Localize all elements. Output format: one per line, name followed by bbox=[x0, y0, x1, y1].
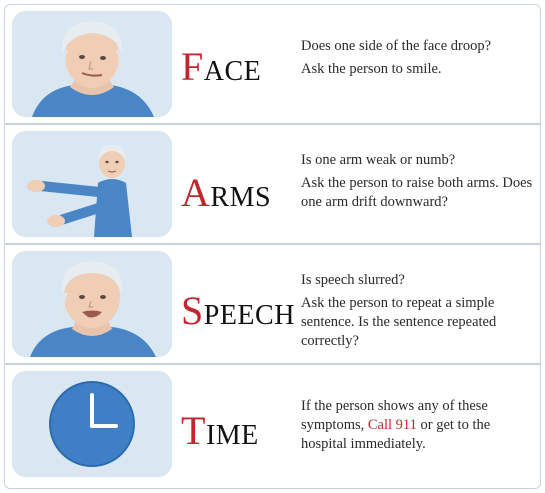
time-heading: TIME bbox=[181, 408, 259, 453]
time-description bbox=[301, 397, 533, 458]
arms-instruction: Ask the person to raise both arms. Does one arm drift downward? bbox=[301, 175, 533, 210]
section-time bbox=[5, 365, 540, 483]
clock-icon bbox=[12, 371, 172, 477]
woman-raising-arms-illustration bbox=[12, 131, 172, 237]
speech-heading: SPEECH bbox=[181, 288, 295, 333]
speech-instruction: Ask the person to repeat a simple sentence. Is the sentence repeated correctly? bbox=[301, 295, 497, 349]
arms-heading: ARMS bbox=[181, 170, 272, 215]
section-arms bbox=[5, 125, 540, 243]
speech-description bbox=[301, 271, 533, 355]
face-instruction: Ask the person to smile. bbox=[301, 61, 442, 77]
section-speech bbox=[5, 245, 540, 363]
section-face bbox=[5, 5, 540, 123]
woman-face-droop-illustration bbox=[12, 11, 172, 117]
fast-stroke-card bbox=[4, 4, 541, 489]
face-question: Does one side of the face droop? bbox=[301, 38, 492, 54]
call-911-emphasis: Call 911 bbox=[367, 417, 417, 433]
time-instruction: If the person shows any of these symptoms, Call 911 or get to the hospital immediately. bbox=[301, 398, 491, 452]
speech-question: Is speech slurred? bbox=[301, 272, 405, 288]
woman-speaking-illustration bbox=[12, 251, 172, 357]
arms-description bbox=[301, 151, 533, 216]
face-heading: FACE bbox=[181, 44, 262, 89]
face-description bbox=[301, 37, 533, 83]
arms-question: Is one arm weak or numb? bbox=[301, 152, 456, 168]
